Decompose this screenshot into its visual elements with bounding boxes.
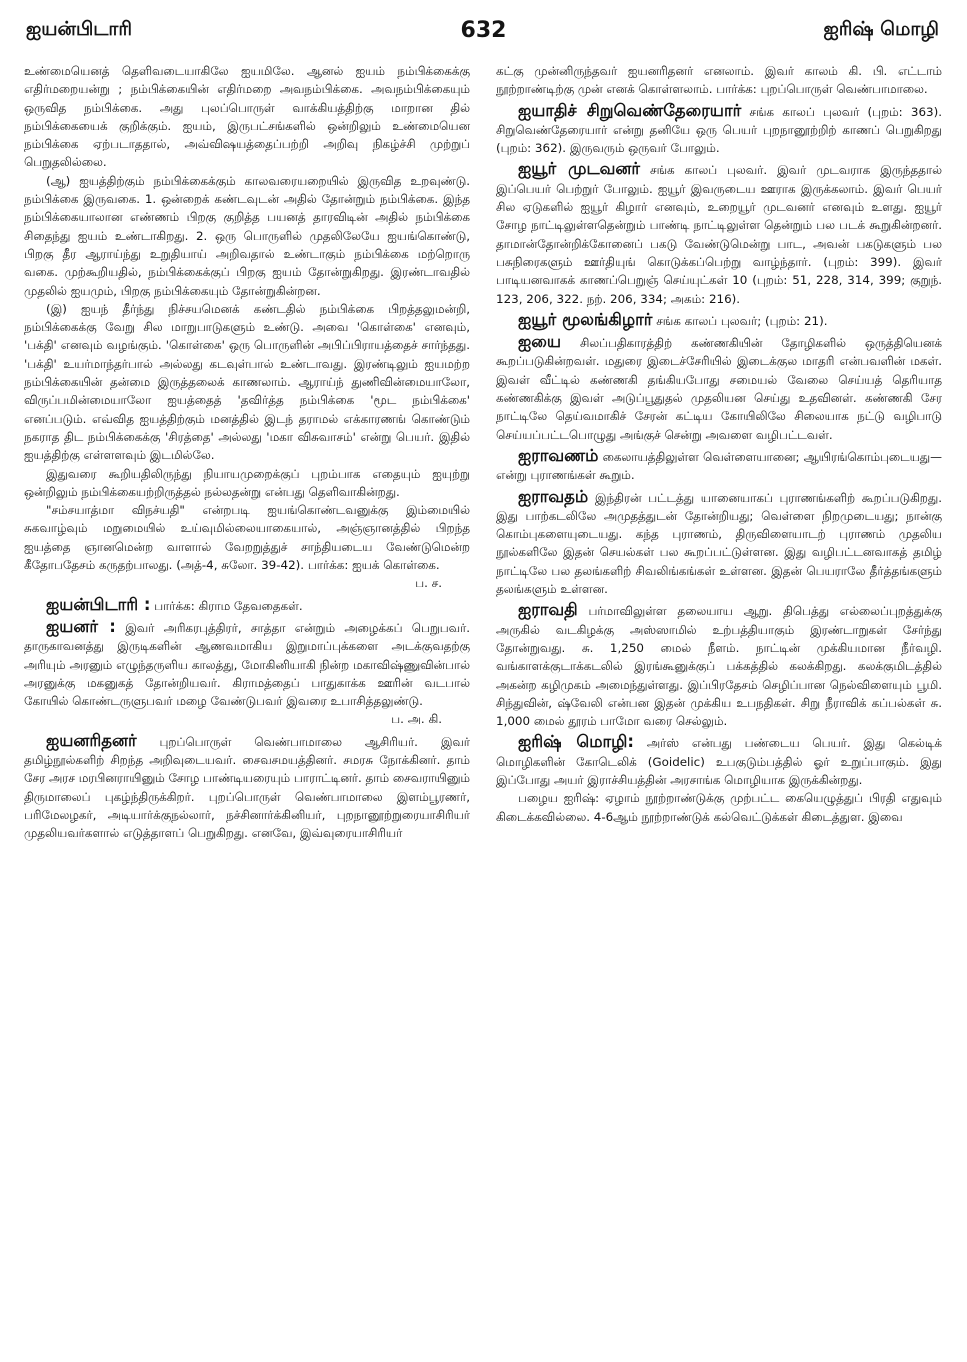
- entry-text: புறப்பொருள் வெண்பாமாலை ஆசிரியர். இவர் தமிழ்நூல்களிற் சிறந்த அறிவுடையவர். சைவசமயத்தினர். சமரசு நோக்கினர். தாம் சேர அரச மரபினராயினும் சோழ பாண்டியரையும் பாராட்டினர். தாம் சைவராயினும் திருமாலைப் புகழ்ந்திருக்கிறர். புறப்பொருள் வெண்பாமாலை இளம்பூரணர், பரிமேலழகர், அடியார்க்குநல்லார், நச்சினார்க்கினியர், புறநானூற்றுரையாசிரியர் முதலியவர்களால் எடுத்தாளப் பெறுகிறது. எனவே, இவ்வுரையாசிரியர்: [24, 734, 470, 841]
- entry-text: சங்க காலப் புலவர். இவர் முடவராக இருந்ததால் இப்பெயர் பெற்றுர் போலும். ஐயூர் இவருடைய ஊராக இருக்கலாம். இவர் பெயர் சில ஏடுகளில் ஐயூர் கிழார் எனவும், உறையூர் முடவனர் எனவும் உளது. ஐயூர் சோழ நாட்டிலுள்ளதென்றும் பாண்டி நாட்டிலுள்ள தென்றும் பல படக் கூறுகின்றனர். தாமான்தோன்றிக்கோனைப் பகடு வேண்டுமென்று பாட, அவன் பகடுகளும் பல பசுநிரைகளும் ஊர்தியுங் கொடுக்கப்பெற்று வாழ்ந்தார். (புறம்: 399). இவர் பாடியனவாகக் காணப்பெறுஞ் செய்யுட்கள் 10 (புறம்: 51, 228, 314, 399; குறுந். 123, 206, 322. நற். 206, 334; அகம்: 216).: [496, 163, 942, 306]
- paragraph: பழைய ஐரிஷ்: ஏழாம் நூற்றாண்டுக்கு முற்பட்ட கையெழுத்துப் பிரதி எதுவும் கிடைக்கவில்லை. 4-6ஆம் நூற்றாண்டுக் கல்வெட்டுக்கள் கிடைத்துள. இவை: [496, 791, 942, 824]
- running-head-right: ஐரிஷ் மொழி: [823, 18, 939, 40]
- entry-text: இவர் அரிகரபுத்திரர், சாத்தா என்றும் அழைக்கப் பெறுபவர். தாருகாவனத்து இருடிகளின் ஆணவமாகிய இறுமாப்புக்களை அடக்குவதற்கு அரியும் அரனும் எழுந்தருளிய காலத்து, மோகினியாகி நின்ற மகாவிஷ்ணுவின்பால் அரனுக்கு மகனுகத் தோன்றியவர். கிராமத்தைப் பாதுகாக்க ஊரின் வடபால் கோயில் கொண்டருளுபவர் மழை வேண்டுபவர் இவரை உபாசித்தலுண்டு.: [24, 620, 470, 709]
- headword: ஐயூர் முடவனர்: [518, 159, 641, 179]
- right-column: [496, 62, 942, 826]
- page-number: 632: [460, 18, 507, 43]
- entry-text: கைலாயத்திலுள்ள வெள்ளையானை; ஆயிரங்கொம்புடையது—என்று புராணங்கள் கூறும்.: [496, 449, 943, 483]
- entry-ayyanar: [24, 618, 470, 710]
- entry-text: அர்ஸ் என்பது பண்டைய பெயர். இது கெல்டிக் மொழிகளின் கோடெலிக் (Goidelic) உபகுடும்பத்தில் ஓர் உறுப்பாகும். இது இப்போது அயர் இராச்சியத்தின் அரசாங்க மொழியாக இருக்கின்றது.: [496, 736, 942, 787]
- running-head-left: ஐயன்பிடாரி: [26, 18, 133, 40]
- headword: ஐயூர் மூலங்கிழார்: [518, 309, 653, 329]
- entry-ayyanpidari: [24, 596, 470, 615]
- headword: ஐராவதி: [518, 600, 578, 620]
- entry-text: சிலப்பதிகாரத்திற் கண்ணகியின் தோழிகளில் ஒருத்தியெனக் கூறப்படுகின்றவள். மதுரை இடைச்சேரியில் இடைக்குல மாதரி என்பவளின் மகள். இவள் வீட்டில் கண்ணகி தங்கியபோது சமையல் வேலை செய்யத் தெரியாத கண்ணகிக்கு இவள் அடுப்பூதுதல் முதலியன செய்து உதவினள். கண்ணகி சேர நாட்டிலே தெய்வமாகிச் சேரன் கட்டிய கோயிலிலே சிலையாக நட்டு வழிபாடு செய்யப்பட்டபொழுது அங்குச் சென்று அவளை வழிபட்டவள்.: [496, 336, 942, 442]
- entry-irish-language: [496, 733, 942, 789]
- headword: ஐயன்பிடாரி :: [46, 594, 151, 614]
- author-initials: ப. ச.: [415, 576, 442, 591]
- paragraph: "சம்சயாத்மா விநச்யதி" என்றபடி ஐயங்கொண்டவனுக்கு இம்மையில் சுகவாழ்வும் மறுமையில் உய்வுமில்லையாகையால், அஞ்ஞானத்தில் பிறந்த ஐயத்தை ஞானமென்ற வாளால் வேறறுத்துச் சாந்தியடைய வேண்டுமென்ற கீதோபதேசம் கருதற்பாலது. (அத்-4, சுலோ. 39-42). பார்க்க: ஐயக் கொள்கை.: [24, 503, 470, 573]
- entry-text: பர்மாவிலுள்ள தலையாய ஆறு. திபெத்து எல்லைப்புறத்துக்கு அருகில் வடகிழக்கு அஸ்ஸாமில் உற்பத்தியாகும் இரண்டாறுகள் சேர்ந்து தோன்றுவது. சு. 1,250 மைல் நீளம். நாட்டின் முக்கியமான நீர்வழி. வங்காளக்குடாக்கடலில் இரங்கூனுக்குப் பக்கத்தில் கலக்கிறது. கலக்குமிடத்தில் அகன்ற கழிமுகம் அமைந்துள்ளது. இப்பிரதேசம் செழிப்பான நெல்விளையும் பூமி. சிந்துவின், ஷ்வேலி என்பன இதன் முக்கிய உபநதிகள். சிறு நீராவிக் கப்பல்கள் சு. 1,000 மைல் தூரம் பாமோ வரை செல்லும்.: [496, 604, 943, 729]
- headword: ஐராவதம்: [518, 486, 589, 506]
- headword: ஐயாதிச் சிறுவெண்தேரையார்: [518, 100, 742, 120]
- headword: ஐயை: [518, 332, 562, 352]
- headword: ஐராவணம்: [518, 445, 599, 465]
- page-header: [0, 18, 967, 48]
- entry-ayyai: [496, 333, 942, 444]
- left-column: [24, 62, 470, 842]
- paragraph: இதுவரை கூறியதிலிருந்து நியாயமுறைக்குப் புறம்பாக எதையும் ஐயுற்று ஒன்றிலும் நம்பிக்கையற்றிருத்தல் நல்லதன்று என்பது தெளிவாகின்றது.: [24, 466, 470, 499]
- entry-airavatam: [496, 488, 942, 599]
- headword: ஐயனரிதனர்: [46, 730, 137, 750]
- headword: ஐரிஷ் மொழி:: [518, 732, 634, 752]
- entry-text: பார்க்க: கிராம தேவதைகள்.: [154, 598, 303, 613]
- paragraph: (ஆ) ஐயத்திற்கும் நம்பிக்கைக்கும் காலவரையறையில் இருவித உறவுண்டு. நம்பிக்கை இருவகை. 1. ஒன்றைக் கண்டவுடன் அதில் தோன்றும் நம்பிக்கை. இந்த நம்பிக்கையாலான எண்ணம் பிறகு குறித்த பயனத் தாரவிடின் அதில் நம்பிக்கை சிதைந்து ஐயம் உண்டாகிறது. 2. ஒரு பொருளில் முதலிலேயே ஐயங்கொண்டு, பிறகு தீர ஆராய்ந்து உறுதியாய் அறிவதால் உண்டாகும் நம்பிக்கை மற்றொரு வகை. முற்கூறியதில், நம்பிக்கைக்குப் பிறகு ஐயம் தோன்றுகிறது. இரண்டாவதில் முதலில் ஐயமும், பிறகு நம்பிக்கையும் தோன்றுகின்றன.: [24, 173, 470, 298]
- entry-ayyati: [496, 102, 942, 158]
- paragraph: உண்மையெனத் தெளிவடையாகிலே ஐயமிலே. ஆனல் ஐயம் நம்பிக்கைக்கு எதிர்மறையன்று ; நம்பிக்கையின் எதிர்மறை அவநம்பிக்கை. அவநம்பிக்கையும் ஒருவித நம்பிக்கை. அது புலப்பொருள் வாக்கியத்திற்கு மாறான தில் நம்பிக்கையைக் குறிக்கும். ஐயம், இருபட்சங்களில் ஒன்றிலும் உண்மையென நம்பிக்கை ஏற்படாததால், அவ்விஷயத்தைப்பற்றி அறிவு நிகழ்ச்சி முற்றுப் பெறுதலில்லை.: [24, 64, 470, 170]
- headword: ஐயனர் :: [46, 616, 116, 636]
- entry-text: சங்க காலப் புலவர்; (புறம்: 21).: [656, 313, 828, 328]
- entry-airavanam: [496, 447, 942, 485]
- entry-text: சங்க காலப் புலவர் (புறம்: 363). சிறுவெண்தேரையார் என்று தனியே ஒரு பெயர் புறநானூற்றிற் காணப் பெறுகிறது (புறம்: 362). இருவரும் ஒருவர் போலும்.: [496, 104, 942, 156]
- paragraph: (இ) ஐயந் தீர்ந்து நிச்சயமெனக் கண்டதில் நம்பிக்கை பிறத்தலுமன்றி, நம்பிக்கைக்கு வேறு சில மாறுபாடுகளும் உண்டு. அவை 'கொள்கை' எனவும், 'பக்தி' எனவும் வழங்கும். 'கொள்கை' ஒரு பொருளின் அபிப்பிராயத்தைச் சார்ந்தது. 'பக்தி' உயர்மாந்தர்பால் அல்லது கடவுள்பால் உண்டாவது. இரண்டிலும் ஐயமற்ற நம்பிக்கையின் தன்மை இருத்தலைக் காணலாம். ஆராய்ந் துணிவின்மையாலோ, விருப்பமின்மையாலோ ஐயத்தைத் 'தவிர்த்த நம்பிக்கை 'மூட நம்பிக்கை' எனப்படும். எவ்வித ஐயத்திற்கும் மனத்தில் இடந் தராமல் எக்காரணங் கொண்டும் நகராத திட நம்பிக்கைக்கு 'சிரத்தை' அல்லது 'மகா விசுவாசம்' என்று பெயர். இதில் ஐயத்திற்கு எள்ளளவும் இடமில்லே.: [24, 301, 470, 463]
- entry-text: இந்திரன் பட்டத்து யானையாகப் புராணங்களிற் கூறப்படுகிறது. இது பாற்கடலிலே அமுதத்துடன் தோன்றியது; வெள்ளை நிறமுடையது; நான்கு கொம்புகளையுடையது. கந்த புராணம், திருவிளையாடற் புராணம் முதலிய நூல்களிலே இதன் செயல்கள் பல கூறப்பட்டுள்ளன. இது வழிபட்டனவாகத் தமிழ் நாட்டிலே பல தலங்களிற் சிவலிங்கங்கள் உள்ளன. இதன் பெயராலே தீர்த்தங்களும் தலங்களும் உள்ளன.: [496, 490, 942, 597]
- author-initials: ப. அ. கி.: [391, 712, 442, 727]
- entry-ayyur-mudavanar: [496, 160, 942, 307]
- entry-airavati: [496, 601, 942, 730]
- paragraph: கட்கு முன்னிருந்தவர் ஐயனரிதனர் எனலாம். இவர் காலம் கி. பி. எட்டாம் நூற்றாண்டிற்கு முன் எனக் கொள்ளலாம். பார்க்க: புறப்பொருள் வெண்பாமாலை.: [496, 64, 942, 97]
- entry-ayyanaritanar: [24, 732, 470, 843]
- entry-ayyur-mulangkizhar: [496, 311, 942, 330]
